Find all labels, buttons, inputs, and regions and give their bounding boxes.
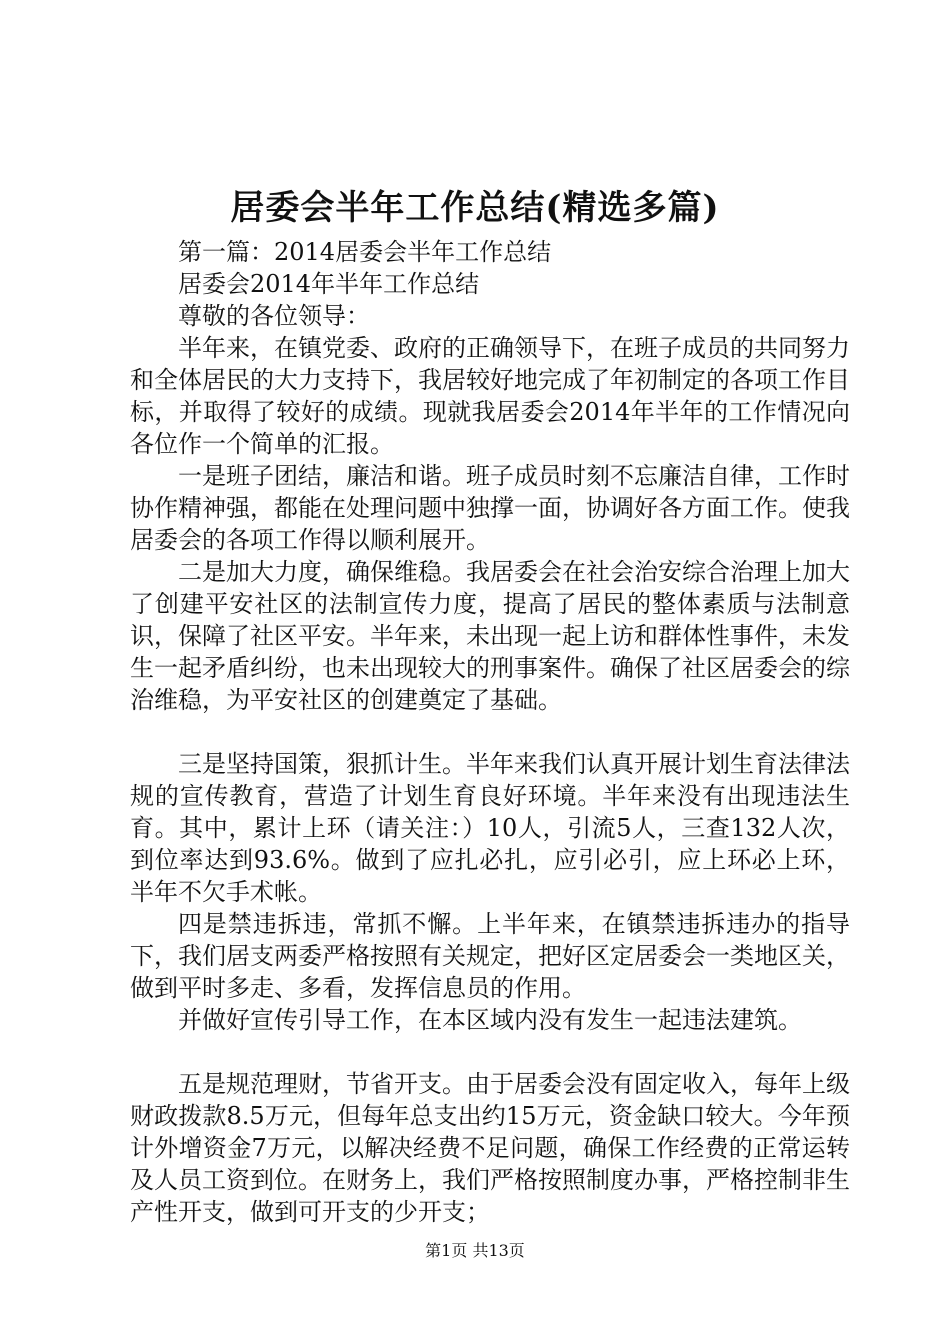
document-body — [130, 236, 850, 1228]
document-title: 居委会半年工作总结(精选多篇) — [230, 188, 720, 228]
page-number-footer: 第1页 共13页 — [425, 1241, 525, 1260]
paragraph-point-2: 二是加大力度，确保维稳。我居委会在社会治安综合治理上加大了创建平安社区的法制宣传力度，提高了居民的整体素质与法制意识，保障了社区平安。半年来，未出现一起上访和群体性事件，未发生一起矛盾纠纷，也未出现较大的刑事案件。确保了社区居委会的综治维稳，为平安社区的创建奠定了基础。 — [130, 558, 850, 714]
paragraph-section-heading: 第一篇：2014居委会半年工作总结 — [178, 238, 552, 266]
paragraph-point-4: 四是禁违拆违，常抓不懈。上半年来，在镇禁违拆违办的指导下，我们居支两委严格按照有关规定，把好区定居委会一类地区关，做到平时多走、多看，发挥信息员的作用。 — [130, 910, 850, 1002]
paragraph-subtitle: 居委会2014年半年工作总结 — [178, 270, 480, 298]
paragraph-point-5: 五是规范理财，节省开支。由于居委会没有固定收入，每年上级财政拨款8.5万元，但每年总支出约15万元，资金缺口较大。今年预计外增资金7万元，以解决经费不足问题，确保工作经费的正常运转及人员工资到位。在财务上，我们严格按照制度办事，严格控制非生产性开支，做到可开支的少开支； — [130, 1070, 850, 1226]
paragraph-intro: 半年来，在镇党委、政府的正确领导下，在班子成员的共同努力和全体居民的大力支持下，我居较好地完成了年初制定的各项工作目标，并取得了较好的成绩。现就我居委会2014年半年的工作情况向各位作一个简单的汇报。 — [130, 334, 850, 458]
paragraph-salutation: 尊敬的各位领导： — [178, 302, 370, 330]
paragraph-point-1: 一是班子团结，廉洁和谐。班子成员时刻不忘廉洁自律，工作时协作精神强，都能在处理问题中独撑一面，协调好各方面工作。使我居委会的各项工作得以顺利展开。 — [130, 462, 850, 554]
paragraph-point-4-continued: 并做好宣传引导工作，在本区域内没有发生一起违法建筑。 — [178, 1006, 802, 1034]
paragraph-point-3: 三是坚持国策，狠抓计生。半年来我们认真开展计划生育法律法规的宣传教育，营造了计划生育良好环境。半年来没有出现违法生育。其中，累计上环（请关注：）10人，引流5人，三查132人次，到位率达到93.6%。做到了应扎必扎，应引必引，应上环必上环，半年不欠手术帐。 — [130, 750, 850, 906]
